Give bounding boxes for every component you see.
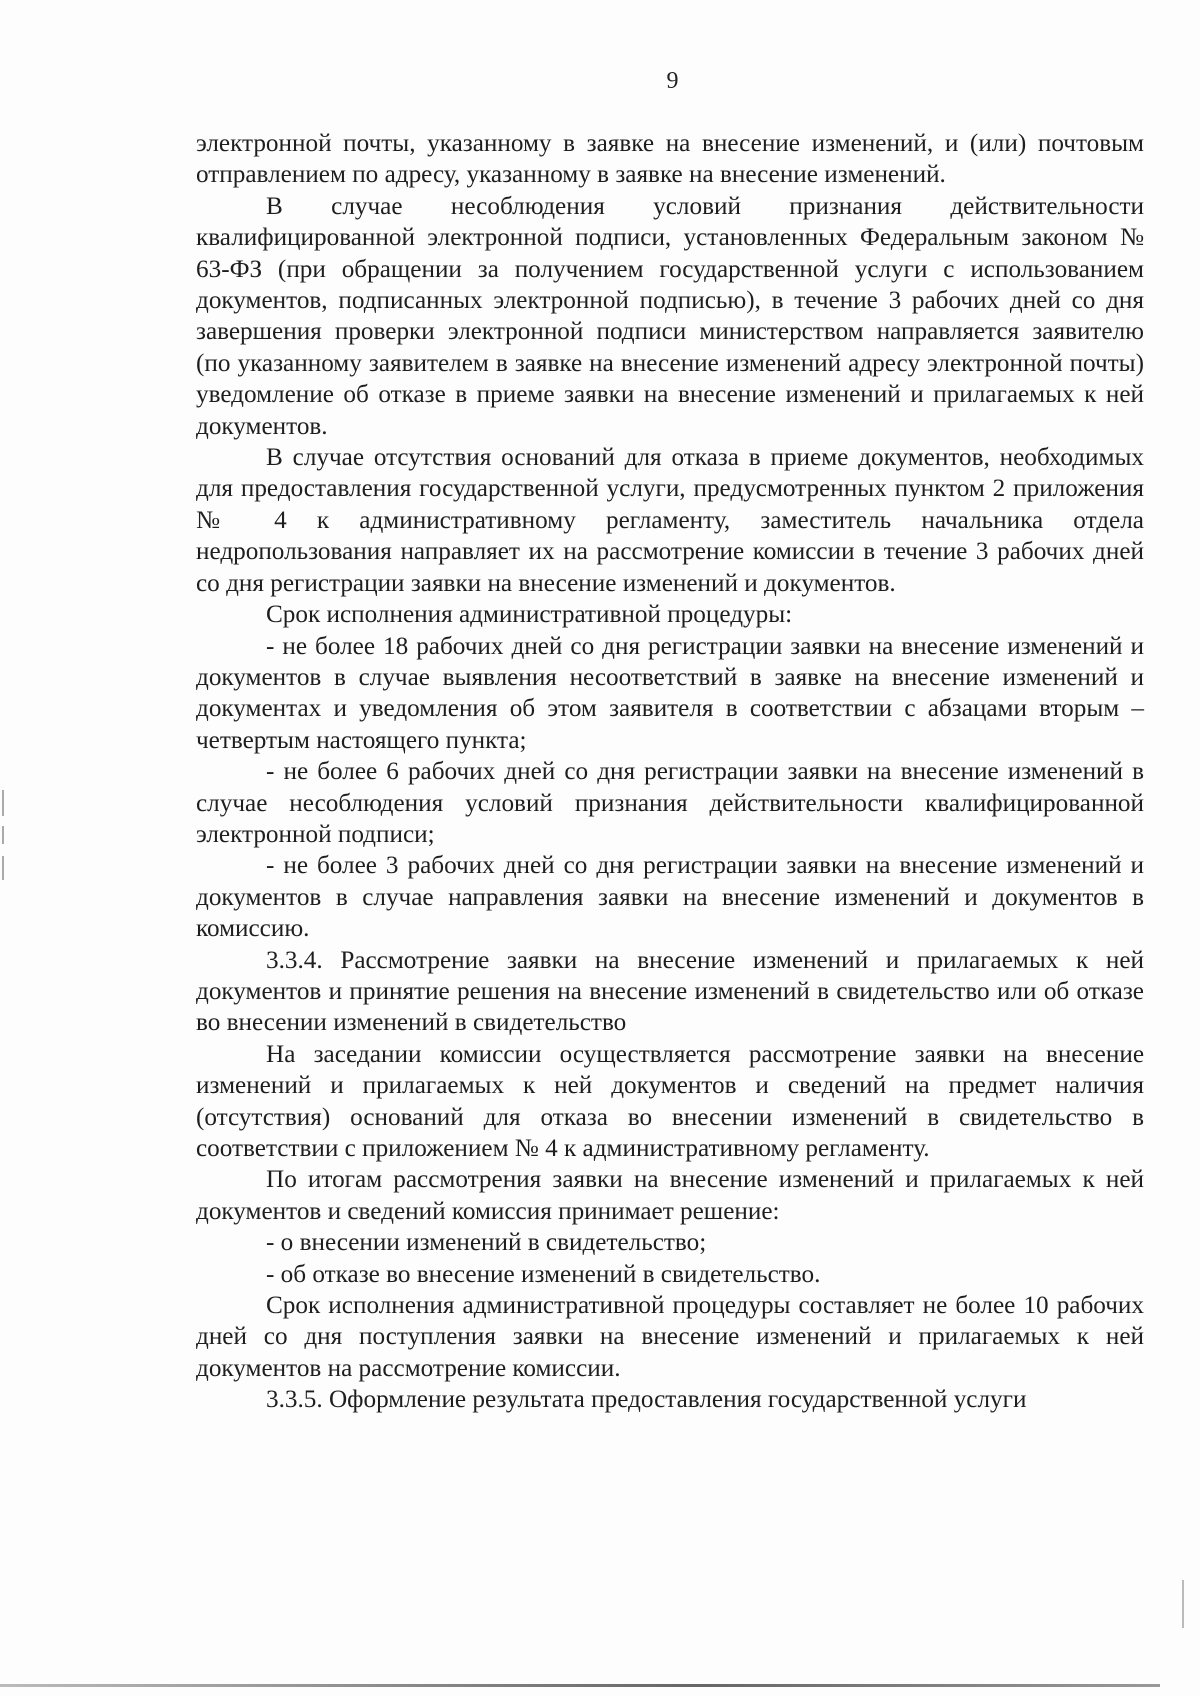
list-item-deadline-6: - не более 6 рабочих дней со дня регистрации заявки на внесение изменений в случае несоблюдения условий признания действительности квалифицированной электронной подписи; (196, 758, 1144, 848)
paragraph-continuation: электронной почты, указанному в заявке на внесение изменений, и (или) почтовым отправлением по адресу, указанному в заявке на внесение изменений. (196, 130, 1144, 189)
scan-artifact-left-1 (2, 790, 4, 816)
list-item-decision-approve: - о внесении изменений в свидетельство; (266, 1229, 707, 1257)
section-heading-3-3-5: 3.3.5. Оформление результата предоставления государственной услуги (266, 1386, 1027, 1414)
page-number: 9 (666, 68, 679, 94)
list-item-deadline-18: - не более 18 рабочих дней со дня регистрации заявки на внесение изменений и документов в случае выявления несоответствий в заявке на внесение изменений и документах и уведомления об этом заявителя в соответствии с абзацами вторым – четвертым настоящего пункта; (196, 632, 1144, 754)
list-item-deadline-3: - не более 3 рабочих дней со дня регистрации заявки на внесение изменений и документов в случае направления заявки на внесение изменений и документов в комиссию. (196, 852, 1144, 943)
paragraph-no-grounds: В случае отсутствия оснований для отказа в приеме документов, необходимых для предоставления государственной услуги, предусмотренных пунктом 2 приложения № 4 к административному регламенту, заместитель начальника отдела недропользования направляет их на рассмотрение комиссии в течение 3 рабочих дней со дня регистрации заявки на внесение изменений и документов. (196, 444, 1144, 597)
paragraph-commission-decision: По итогам рассмотрения заявки на внесение изменений и прилагаемых к ней документов и сведений комиссия принимает решение: (196, 1166, 1144, 1225)
paragraph-commission-review: На заседании комиссии осуществляется рассмотрение заявки на внесение изменений и прилагаемых к ней документов и сведений на предмет наличия (отсутствия) оснований для отказа во внесении изменений в свидетельство в соответствии с приложением № 4 к административному регламенту. (196, 1040, 1144, 1162)
paragraph-signature-failure: В случае несоблюдения условий признания действительности квалифицированной электронной подписи, установленных Федеральным законом № 63-ФЗ (при обращении за получением государственной услуги с использованием документов, подписанных электронной подписью), в течение 3 рабочих дней со дня завершения проверки электронной подписи министерством направляется заявителю (по указанному заявителем в заявке на внесение изменений адресу электронной почты) уведомление об отказе в приеме заявки на внесение изменений и прилагаемых к ней документов. (196, 192, 1144, 440)
scan-artifact-bottom-edge (0, 1684, 1160, 1687)
section-heading-3-3-4: 3.3.4. Рассмотрение заявки на внесение изменений и прилагаемых к ней документов и принятие решения на внесение изменений в свидетельство или об отказе во внесении изменений в свидетельство (196, 946, 1144, 1037)
paragraph-review-deadline: Срок исполнения административной процедуры составляет не более 10 рабочих дней со дня поступления заявки на внесение изменений и прилагаемых к ней документов на рассмотрение комиссии. (196, 1292, 1144, 1382)
document-body (196, 128, 1144, 1416)
scan-artifact-left-3 (2, 856, 4, 880)
list-item-decision-refuse: - об отказе во внесение изменений в свидетельство. (266, 1260, 821, 1288)
paragraph-deadline-heading: Срок исполнения административной процедуры: (266, 601, 793, 629)
scan-artifact-right (1182, 1580, 1184, 1628)
scan-artifact-left-2 (2, 826, 4, 844)
